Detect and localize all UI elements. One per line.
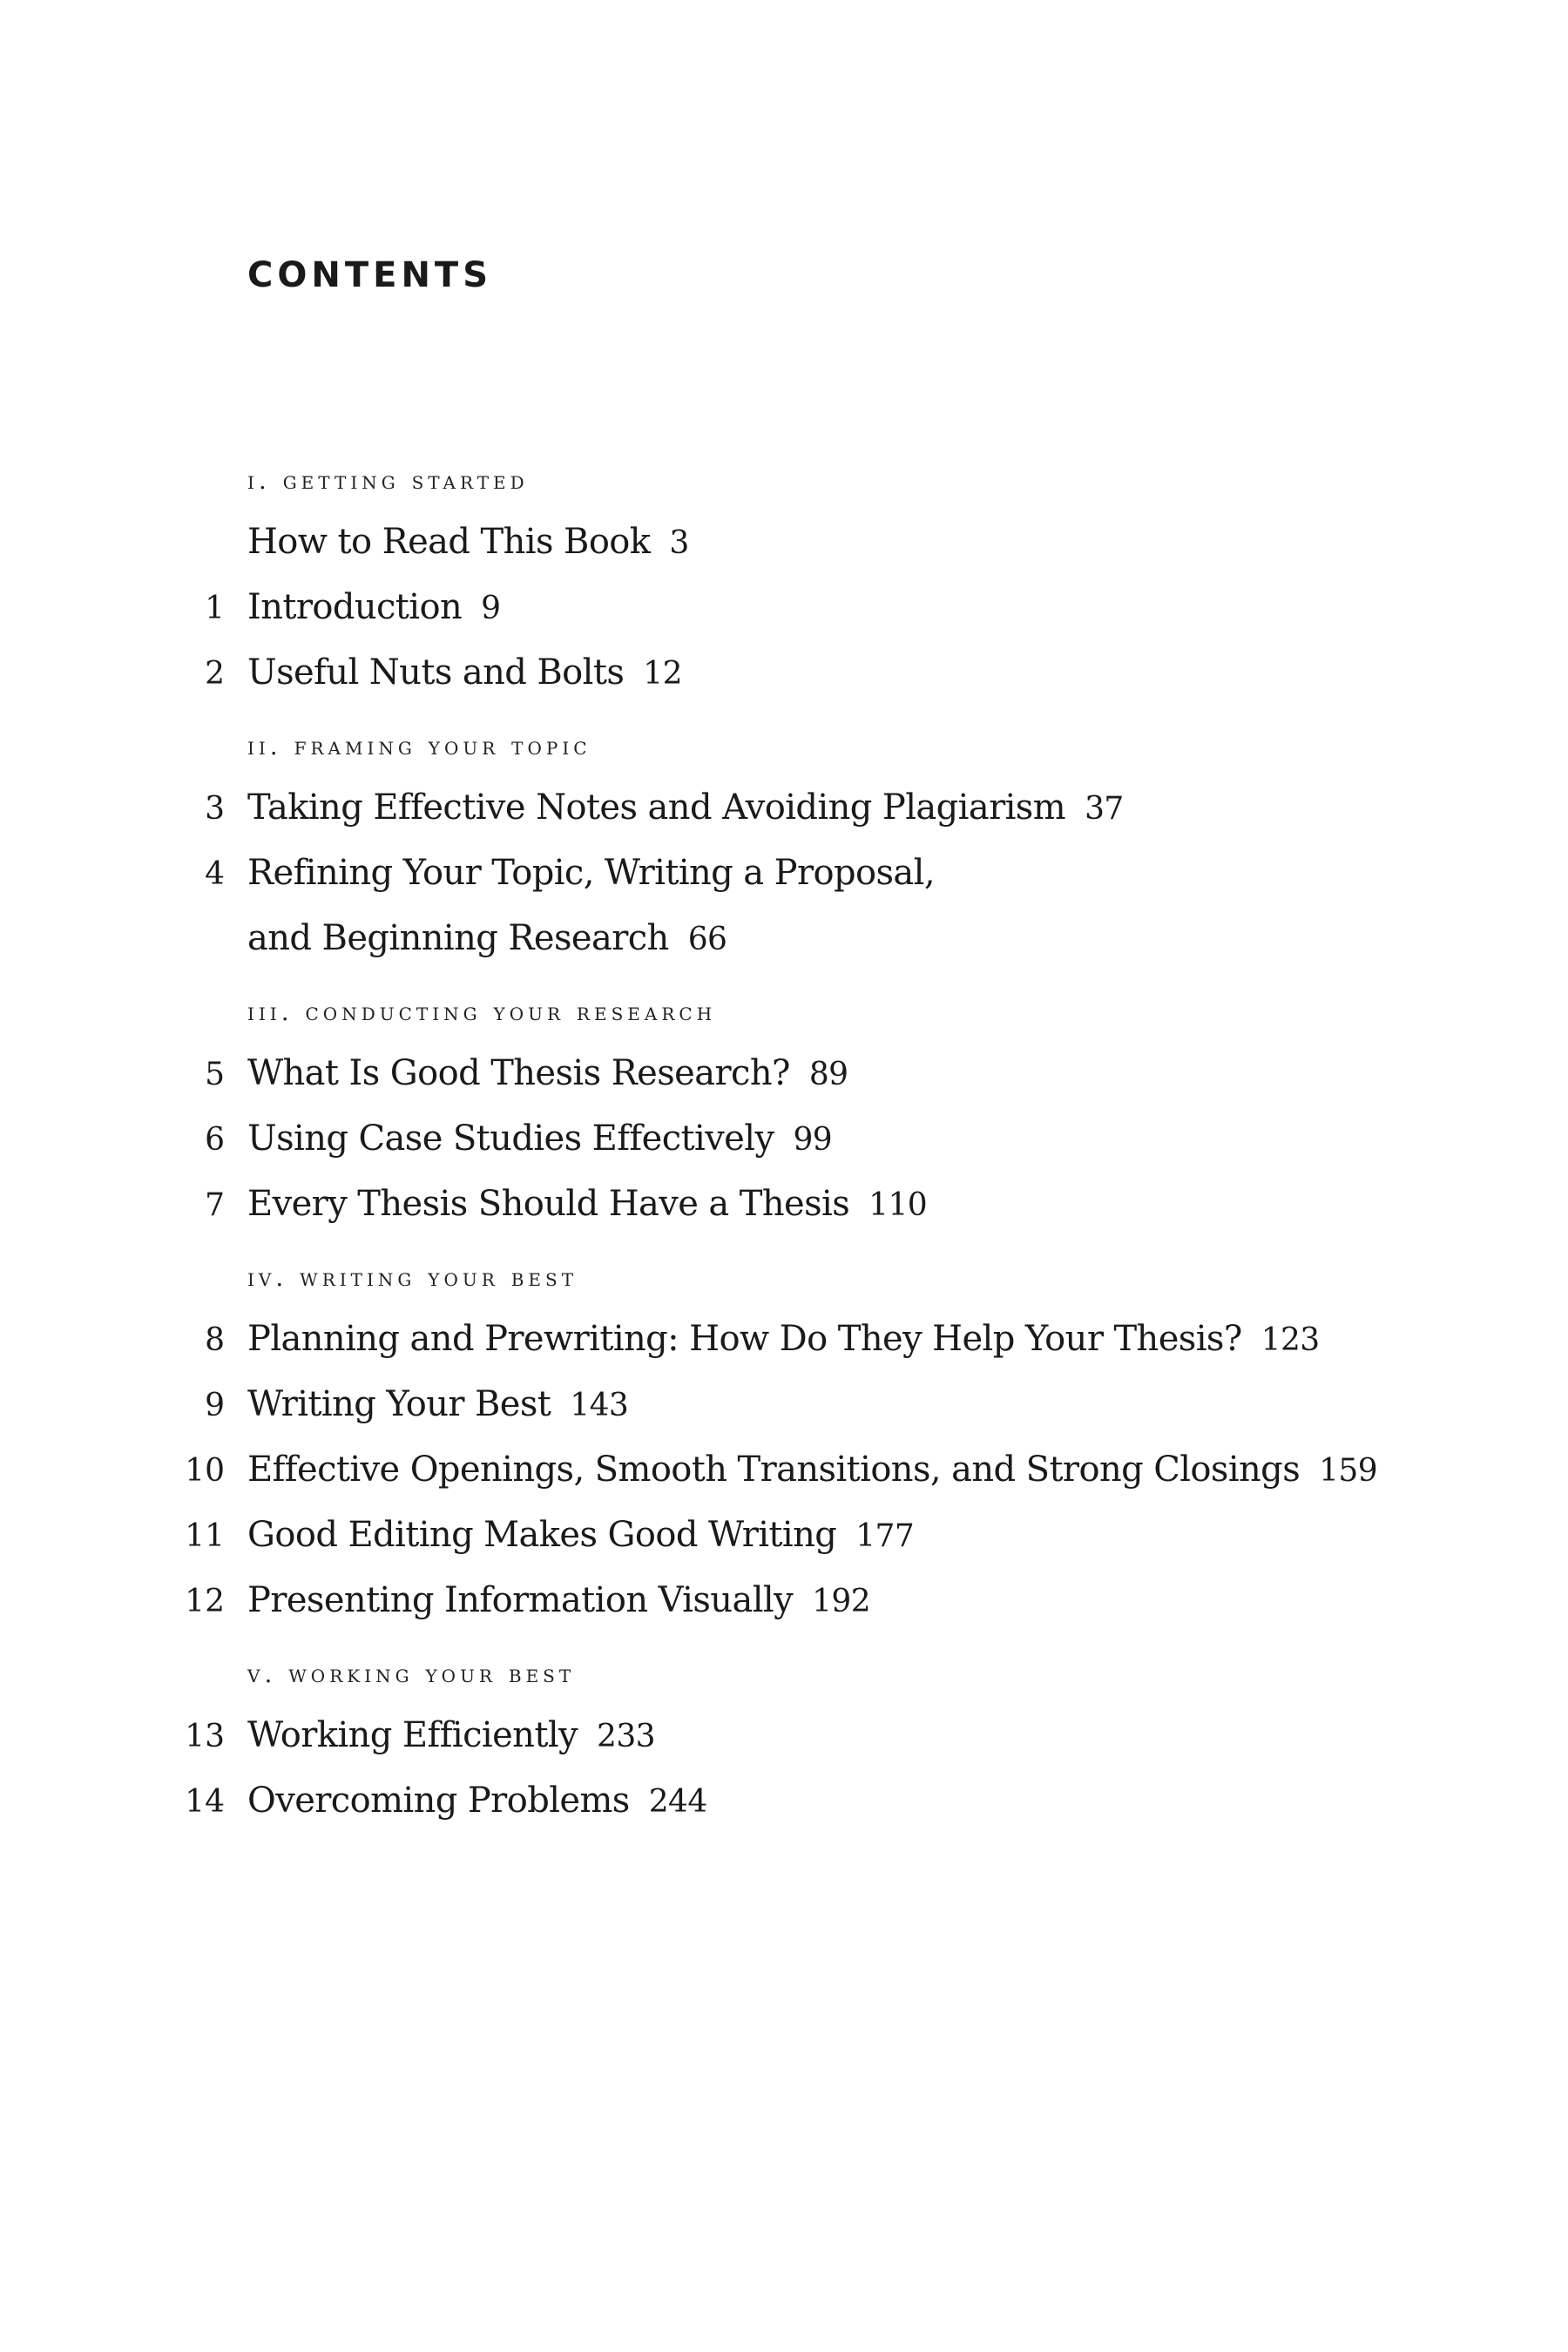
- entry-body: [247, 1106, 832, 1173]
- toc-entry: [0, 1041, 1568, 1106]
- part-title: iii. conducting your research: [247, 997, 717, 1026]
- toc-entry: [0, 575, 1568, 640]
- page-number: 244: [648, 1784, 707, 1820]
- chapter-number: 1: [205, 591, 225, 626]
- chapter-number: 2: [205, 656, 225, 692]
- chapter-title: Presenting Information Visually: [247, 1580, 794, 1620]
- chapter-title: Introduction: [247, 587, 463, 627]
- toc-entry: [0, 510, 1568, 575]
- part-title: ii. framing your topic: [247, 732, 591, 760]
- page-number: 192: [812, 1584, 871, 1619]
- chapter-title: Refining Your Topic, Writing a Proposal,: [247, 853, 935, 893]
- chapter-number: 12: [185, 1584, 225, 1619]
- part-title: i. getting started: [247, 466, 529, 495]
- chapter-title: What Is Good Thesis Research?: [247, 1053, 790, 1093]
- chapter-number: 10: [185, 1453, 225, 1489]
- chapter-number: 6: [205, 1122, 225, 1158]
- page-number: 9: [481, 591, 501, 626]
- toc-entry: [0, 1703, 1568, 1768]
- page-number: 177: [855, 1518, 915, 1554]
- toc-entry: [0, 1106, 1568, 1172]
- toc-entry: [0, 775, 1568, 841]
- chapter-number: 3: [205, 791, 225, 827]
- toc-part: [0, 990, 1568, 1237]
- chapter-title: Working Efficiently: [247, 1715, 578, 1755]
- toc-entry: [0, 1768, 1568, 1834]
- chapter-title: Planning and Prewriting: How Do They Help Your Thesis?: [247, 1319, 1242, 1359]
- chapter-number: 9: [205, 1388, 225, 1423]
- chapter-title: How to Read This Book: [247, 522, 651, 562]
- toc-entry: [0, 841, 1568, 906]
- toc-entry: [0, 1372, 1568, 1437]
- page-number: 3: [669, 525, 689, 561]
- entry-body: [247, 1703, 655, 1769]
- entry-body: [247, 510, 689, 576]
- contents-heading: CONTENTS: [247, 255, 493, 295]
- page-number: 12: [643, 656, 682, 692]
- toc-entry: [0, 1503, 1568, 1568]
- entry-body: [247, 1503, 914, 1569]
- toc-entry-continuation: [0, 906, 1568, 971]
- table-of-contents: [0, 459, 1568, 1853]
- toc-part: [0, 1256, 1568, 1633]
- chapter-number: 11: [185, 1518, 225, 1554]
- chapter-number: 8: [205, 1322, 225, 1358]
- page-number: 66: [687, 922, 727, 957]
- toc-entry: [0, 1307, 1568, 1372]
- toc-part: [0, 1652, 1568, 1834]
- toc-part: [0, 725, 1568, 971]
- page-number: 89: [808, 1057, 848, 1092]
- chapter-title: Overcoming Problems: [247, 1781, 630, 1821]
- page-number: 110: [868, 1187, 928, 1223]
- page-number: 233: [597, 1719, 655, 1754]
- part-title: v. working your best: [247, 1659, 576, 1688]
- chapter-title: Useful Nuts and Bolts: [247, 652, 625, 693]
- chapter-number: 5: [205, 1057, 225, 1092]
- chapter-title: Effective Openings, Smooth Transitions, and Strong Closings: [247, 1450, 1301, 1490]
- entry-body: [247, 841, 954, 906]
- page-number: 123: [1260, 1322, 1320, 1358]
- entry-body: [247, 1568, 870, 1634]
- toc-entry: [0, 1437, 1568, 1503]
- entry-body: [247, 1372, 628, 1438]
- entry-body: [247, 1437, 1377, 1504]
- chapter-title: Using Case Studies Effectively: [247, 1119, 774, 1159]
- chapter-number: 7: [205, 1187, 225, 1223]
- page-number: 159: [1319, 1453, 1378, 1489]
- chapter-title: Writing Your Best: [247, 1384, 551, 1424]
- toc-entry: [0, 1568, 1568, 1633]
- toc-entry: [0, 1172, 1568, 1237]
- entry-body: [247, 775, 1124, 841]
- entry-body: [247, 1307, 1320, 1373]
- chapter-number: 4: [205, 856, 225, 892]
- entry-body: [247, 640, 682, 706]
- toc-part: [0, 459, 1568, 706]
- chapter-title: Good Editing Makes Good Writing: [247, 1515, 837, 1555]
- entry-body: [247, 575, 500, 641]
- entry-body: [247, 1172, 927, 1238]
- entry-body: [247, 1041, 848, 1107]
- chapter-title-continuation: and Beginning Research: [247, 918, 669, 958]
- chapter-title: Every Thesis Should Have a Thesis: [247, 1184, 850, 1224]
- part-title: iv. writing your best: [247, 1263, 578, 1292]
- page-number: 99: [793, 1122, 833, 1158]
- entry-body: [247, 906, 727, 972]
- page-number: 143: [570, 1388, 629, 1423]
- chapter-number: 13: [185, 1719, 225, 1754]
- page-number: 37: [1085, 791, 1124, 827]
- chapter-number: 14: [185, 1784, 225, 1820]
- toc-entry: [0, 640, 1568, 706]
- chapter-title: Taking Effective Notes and Avoiding Plagiarism: [247, 787, 1066, 828]
- entry-body: [247, 1768, 707, 1835]
